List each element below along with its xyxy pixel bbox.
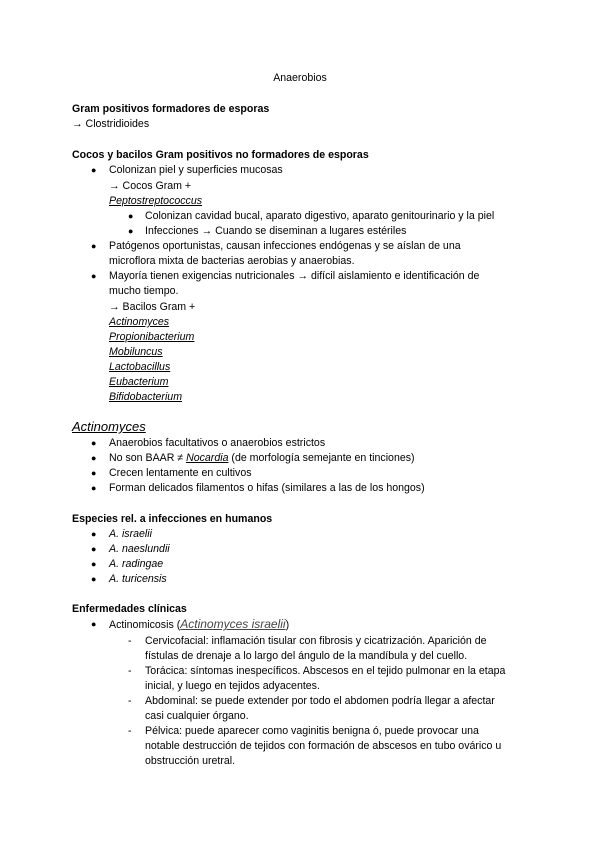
sub-bullet-text: Infecciones → Cuando se diseminan a lugares estériles (145, 225, 407, 237)
dash-text: fístulas de drenaje a lo largo del ángulo de la mandíbula y del cuello. (145, 650, 468, 662)
baar-text-tail: (de morfología semejante en tinciones) (228, 452, 415, 464)
bullet-text (109, 451, 415, 466)
genus-link[interactable]: Eubacterium (109, 376, 169, 388)
dash-icon: - (128, 725, 132, 737)
dash-icon: - (128, 665, 132, 677)
bullet-icon: ● (91, 544, 97, 554)
dash-text: Abdominal: se puede extender por todo el abdomen podría llegar a afectar (145, 695, 495, 707)
bullet-icon: ● (91, 438, 97, 448)
dash-text: casi cualquier órgano. (145, 710, 249, 722)
bullet-icon: ● (91, 468, 97, 478)
clostridioides-line: → Clostridioides (72, 118, 150, 130)
bullet-icon: ● (91, 619, 97, 629)
bullet-icon: ● (91, 574, 97, 584)
genus-link[interactable]: Peptostreptococcus (109, 195, 203, 207)
sub-bullet-text: Colonizan cavidad bucal, aparato digestivo, aparato genitourinario y la piel (145, 210, 495, 222)
heading-clinical: Enfermedades clínicas (72, 603, 187, 615)
bullet-text: Patógenos oportunistas, causan infecciones endógenas y se aíslan de una (109, 240, 461, 252)
genus-link[interactable]: Propionibacterium (109, 331, 195, 343)
dash-icon: - (128, 695, 132, 707)
baar-text: No son BAAR ≠ (109, 452, 187, 464)
bullet-icon: ● (91, 241, 97, 251)
bullet-icon: ● (128, 211, 134, 221)
heading-non-spore-forming: Cocos y bacilos Gram positivos no formadores de esporas (72, 149, 369, 161)
dash-text: obstrucción uretral. (145, 755, 236, 767)
heading-species: Especies rel. a infecciones en humanos (72, 513, 273, 525)
bullet-text: microflora mixta de bacterias aerobias y anaerobias. (109, 255, 355, 267)
bullet-text (109, 617, 289, 633)
nocardia-link[interactable]: Nocardia (186, 452, 229, 464)
bullet-text: Mayoría tienen exigencias nutricionales → difícil aislamiento e identificación de (109, 270, 480, 282)
dash-icon: - (128, 635, 132, 647)
heading-actinomyces: Actinomyces (72, 419, 146, 434)
bullet-icon: ● (128, 226, 134, 236)
bullet-icon: ● (91, 165, 97, 175)
bullet-text: Anaerobios facultativos o anaerobios estrictos (109, 437, 326, 449)
bullet-text: Forman delicados filamentos o hifas (similares a las de los hongos) (109, 482, 425, 494)
species-item: A. turicensis (109, 573, 167, 585)
species-item: A. naeslundii (109, 543, 170, 555)
genus-link[interactable]: Actinomyces (109, 316, 170, 328)
bullet-icon: ● (91, 559, 97, 569)
arrow-line: → Cocos Gram + (109, 180, 192, 192)
dash-text: inicial, y luego en tejidos adyacentes. (145, 680, 320, 692)
genus-link[interactable]: Mobiluncus (109, 346, 163, 358)
species-item: A. radingae (109, 558, 164, 570)
israelii-link[interactable]: Actinomyces israelii (180, 617, 286, 631)
bullet-text: mucho tiempo. (109, 285, 179, 297)
dash-text: Cervicofacial: inflamación tisular con fibrosis y cicatrización. Aparición de (145, 635, 487, 647)
bullet-icon: ● (91, 271, 97, 281)
bullet-text: Crecen lentamente en cultivos (109, 467, 252, 479)
dash-text: Torácica: síntomas inespecíficos. Abscesos en el tejido pulmonar en la etapa (145, 665, 506, 677)
actinomicosis-text: Actinomicosis ( (109, 619, 181, 631)
bullet-icon: ● (91, 483, 97, 493)
dash-text: notable destrucción de tejidos con formación de abscesos en tubo ovárico u (145, 740, 502, 752)
page-title: Anaerobios (273, 72, 327, 84)
actinomicosis-close: ) (285, 619, 290, 631)
bullet-text: Colonizan piel y superficies mucosas (109, 164, 283, 176)
genus-link[interactable]: Bifidobacterium (109, 391, 183, 403)
dash-text: Pélvica: puede aparecer como vaginitis benigna ó, puede provocar una (145, 725, 479, 737)
genus-link[interactable]: Lactobacillus (109, 361, 171, 373)
arrow-line: → Bacilos Gram + (109, 301, 196, 313)
heading-spore-forming: Gram positivos formadores de esporas (72, 103, 270, 115)
bullet-icon: ● (91, 453, 97, 463)
species-item: A. israelii (109, 528, 152, 540)
bullet-icon: ● (91, 529, 97, 539)
